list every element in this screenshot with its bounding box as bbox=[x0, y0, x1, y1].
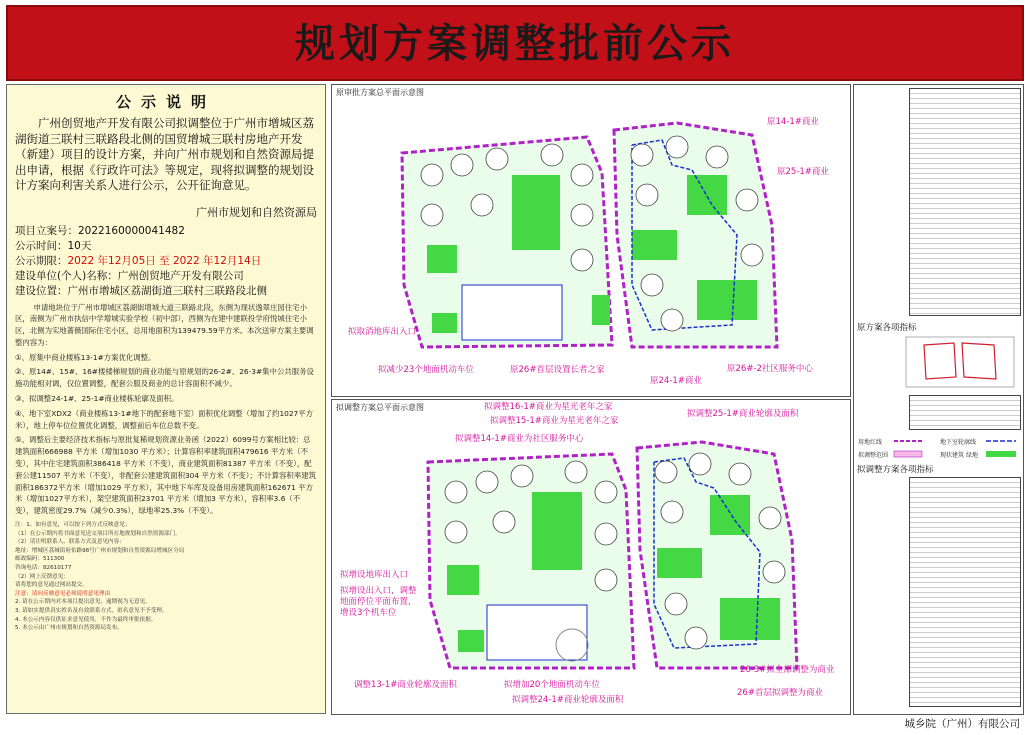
adjusted-plan-panel bbox=[331, 399, 851, 715]
change-item: ⑤、调整后主要经济技术指标与原批复稀规划资源业务函（2022）6099号方案相比较：总建筑面积666988 平方米（增加1030 平方米）；计算容积率建筑面积479616 平方米（不变），其中住宅建筑面积386418 平方米（不变），商业建筑面积81387 平方米（不变），配套公建11507 平方米（不变），非配套公建建筑面积304 平方米（不变）；不计算容积率建筑面积186372平方米（增加1029 平方米），其中地下车库及设备用房建筑面积162671 平方米（增加1027平方米），架空建筑面积23701 平方米（增加3 平方米），容积率3.6（不变），建筑密度29.7%（减少0.3%），绿地率25.3%（不变）。 bbox=[15, 435, 316, 516]
green-area bbox=[458, 630, 484, 652]
location-row bbox=[7, 284, 325, 299]
original-plan-panel bbox=[331, 84, 851, 397]
fine-print-line: 请将您的意见通过网站提交。 bbox=[15, 582, 88, 589]
original-indicator-table-bottom bbox=[909, 395, 1021, 430]
green-area bbox=[710, 495, 750, 535]
applicant-label: 建设单位(个人)名称： bbox=[15, 269, 118, 282]
change-item: ②、原14#、15#、16#楼楼梯规划的商业功能与原规划的26-2#、26-3#集中公共服务设施功能相对调，仅位置调整，配套公服及商业的总计容面积不减少。 bbox=[15, 367, 314, 389]
change-item: ①、原集中商业楼栋13-1#方案优化调整。 bbox=[15, 352, 156, 362]
footer-org: 城乡院（广州）有限公司 bbox=[904, 718, 1020, 730]
fine-print-line: （2）请注明联系人、联系方式及意见内容： bbox=[15, 539, 125, 546]
green-area bbox=[697, 280, 757, 320]
project-number: 2022160000041482 bbox=[78, 224, 185, 237]
fine-print-line: 注：1、如有意见，可以按下列方式反映意见； bbox=[15, 522, 131, 529]
green-area bbox=[427, 245, 457, 273]
plan-annotation: 原26#首层设置长者之家 bbox=[510, 365, 605, 375]
original-site-plan bbox=[332, 85, 851, 397]
fine-print-line: 咨询电话：82610177 bbox=[15, 565, 72, 572]
notice-intro: 广州创贸地产开发有限公司拟调整位于广州市增城区荔湖街道三联村三联路段北侧的国贸增城三联村房地产开发（新建）项目的设计方案，并向广州市规划和自然资源局提出申请，根据《行政许可法》等规定，现将拟调整的规划设计方案向利害关系人进行公示，公开征询意见。 bbox=[15, 116, 314, 192]
legend-item: 用地红线 bbox=[858, 439, 883, 446]
original-indicators-label: 原方案各项指标 bbox=[857, 323, 917, 333]
fine-print bbox=[7, 521, 325, 633]
location-map bbox=[904, 335, 1016, 390]
period-label: 公示期限： bbox=[15, 254, 68, 267]
green-area bbox=[432, 313, 457, 333]
plan-annotation: 26-3#拟全部调整为商业 bbox=[740, 665, 835, 675]
original-plan-label: 原审批方案总平面示意图 bbox=[336, 88, 424, 97]
location-label: 建设位置： bbox=[15, 284, 68, 297]
plan-annotation: 拟减少23个地面机动车位 bbox=[378, 365, 474, 375]
project-number-label: 项目立案号： bbox=[15, 224, 78, 237]
fine-print-line: （1）在公示期内将书面意见送交项目所在地规划和自然资源部门。 bbox=[15, 530, 181, 537]
plan-annotation: 原14-1#商业 bbox=[767, 117, 819, 127]
green-area bbox=[447, 565, 479, 595]
green-area bbox=[512, 175, 560, 250]
plan-annotation: 26#首层拟调整为商业 bbox=[737, 688, 823, 698]
legend-item: 地下室轮廓线 bbox=[940, 439, 977, 446]
fine-print-line: 5. 本公示由广州市规划和自然资源局发布。 bbox=[15, 625, 123, 632]
plan-annotation: 拟调整15-1#商业为星光老年之家 bbox=[490, 416, 619, 426]
change-item: ③、拟调整24-1#、25-1#商业楼栋轮廓及面积。 bbox=[15, 394, 179, 404]
notice-issuer: 广州市规划和自然资源局 bbox=[196, 205, 317, 219]
school-building bbox=[462, 285, 562, 340]
fine-print-line: 3. 请如实提供真实姓名及有效联系方式，匿名意见不予受理。 bbox=[15, 607, 168, 614]
indicators-panel bbox=[853, 84, 1024, 715]
legend-item: 拟调整范围 bbox=[858, 452, 889, 459]
legend-item: 绿地 bbox=[966, 452, 979, 459]
plan-annotation: 原26#-2社区服务中心 bbox=[727, 364, 813, 374]
original-indicator-table-top bbox=[909, 88, 1021, 316]
plan-annotation: 拟调整24-1#商业轮廓及面积 bbox=[512, 695, 624, 705]
plan-annotation: 调整13-1#商业轮廓及面积 bbox=[354, 680, 457, 690]
green-area bbox=[687, 175, 727, 215]
fine-print-line: 4. 本公示内容仅供征求意见使用，不作为最终审批依据。 bbox=[15, 616, 157, 623]
green-area bbox=[592, 295, 610, 325]
page-title: 规划方案调整批前公示 bbox=[295, 20, 735, 67]
location-value: 广州市增城区荔湖街道三联村三联路段北侧 bbox=[67, 284, 267, 297]
plan-annotation: 拟调整16-1#商业为星光老年之家 bbox=[484, 402, 613, 412]
plan-annotation: 原25-1#商业 bbox=[777, 167, 829, 177]
fine-print-line: 邮政编码：511300 bbox=[15, 556, 65, 563]
applicant-row bbox=[7, 269, 325, 284]
notice-panel bbox=[6, 84, 326, 714]
plan-annotation: 拟增加20个地面机动车位 bbox=[504, 680, 600, 690]
green-area bbox=[657, 548, 702, 578]
notice-heading: 公示说明 bbox=[115, 93, 216, 111]
project-description: 申请地块位于广州市增城区荔湖街增城大道三联路北段，东侧为现状逸翠庄园住宅小区，南侧为广州市执信中学增城实验学校（初中部），西侧为在建中建联投学府悦城住宅小区，北侧为实地蔷薇国际住宅小区，总用地面积为139479.59平方米。本次送审方案主要调整内容为： bbox=[15, 302, 314, 347]
plan-annotation: 原24-1#商业 bbox=[650, 376, 702, 386]
applicant-value: 广州创贸地产开发有限公司 bbox=[117, 269, 244, 282]
legend-item: 现状建筑 bbox=[940, 452, 965, 459]
plan-annotation: 拟调整25-1#商业轮廓及面积 bbox=[687, 409, 799, 419]
duration-label: 公示时间： bbox=[15, 239, 68, 252]
fine-print-warning: 注意：请向反映意见必须说明意见理由 bbox=[15, 590, 111, 597]
duration-value: 10天 bbox=[67, 239, 92, 252]
fine-print-line: 地址：增城区荔城街府佑路98号广州市规划和自然资源局增城区分局 bbox=[15, 547, 185, 554]
plan-annotation: 拟增设出入口，调整地面停位平面布置，增设3个机车位 bbox=[340, 586, 417, 618]
change-item: ④、地下室XDX2（商业楼栋13-1#地下的配套地下室）面积优化调整（增加了约1027平方米），地上停车位位置优化调整，调整前后车位总数不变。 bbox=[15, 408, 314, 430]
title-banner bbox=[6, 5, 1024, 81]
period-value: 2022 年12月05日 至 2022 年12月14日 bbox=[67, 254, 262, 267]
adjusted-indicator-table bbox=[909, 477, 1021, 707]
green-area bbox=[532, 492, 582, 570]
plan-annotation: 拟增设地库出入口 bbox=[340, 570, 409, 580]
adjusted-plan-label: 拟调整方案总平面示意图 bbox=[336, 403, 424, 412]
plan-annotation: 拟调整14-1#商业为社区服务中心 bbox=[455, 434, 584, 444]
green-area bbox=[720, 598, 780, 640]
fine-print-line: （2）网上反馈意见： bbox=[15, 573, 69, 580]
plan-annotation: 拟取消地库出入口 bbox=[348, 327, 417, 337]
school-building bbox=[487, 605, 587, 660]
green-area bbox=[632, 230, 677, 260]
duration-row bbox=[7, 239, 325, 254]
project-number-row bbox=[7, 224, 325, 239]
period-row bbox=[7, 254, 325, 269]
fine-print-line: 2. 请在公示期内对本项目提出意见，逾期视为无意见。 bbox=[15, 599, 151, 606]
adjusted-indicators-label: 拟调整方案各项指标 bbox=[857, 465, 934, 475]
